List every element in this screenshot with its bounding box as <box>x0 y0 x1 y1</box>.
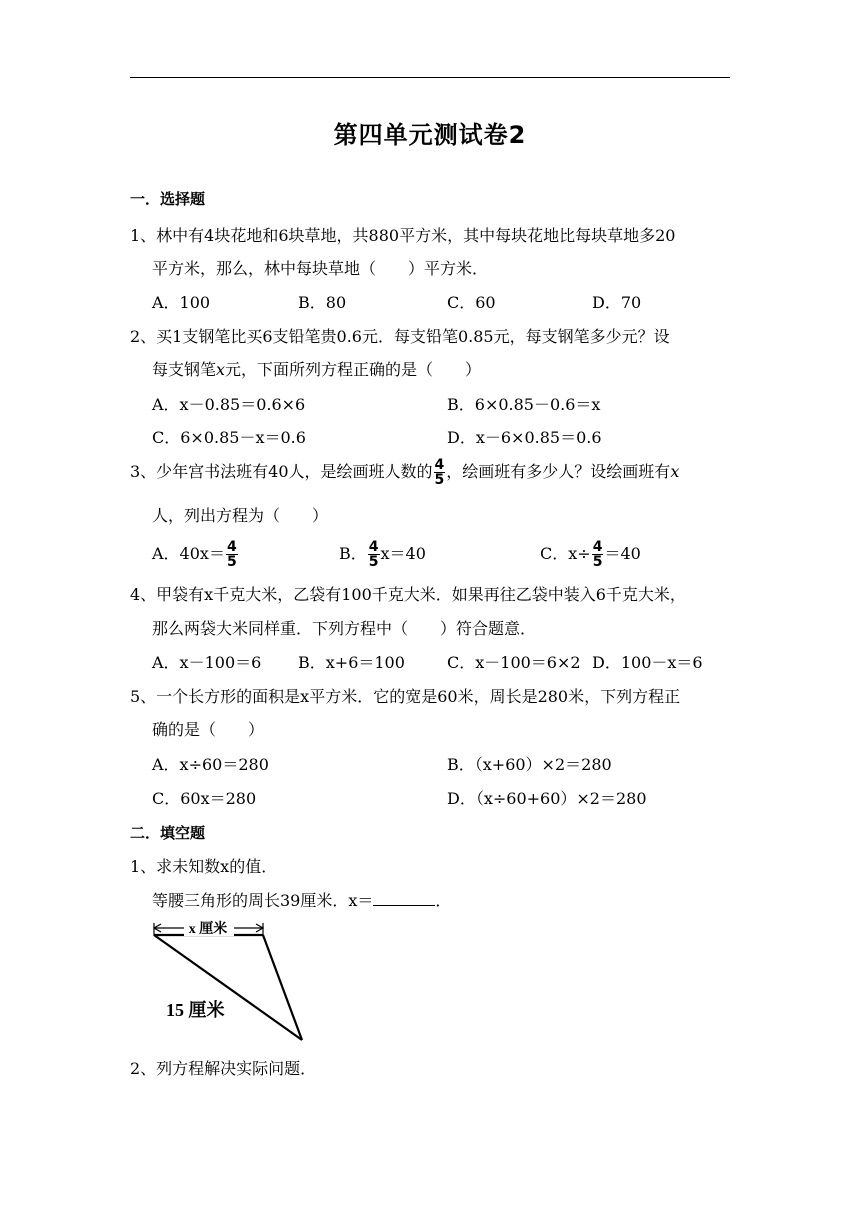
question-1-option-b: B．80 <box>298 293 347 312</box>
variable-x: x <box>216 360 226 379</box>
fill-question-2-line-1: 2、列方程解决实际问题． <box>130 1059 317 1078</box>
question-2-option-d: D．x－6×0.85＝0.6 <box>447 428 602 447</box>
question-3-option-a: A．40x＝ $\frac{4}{5}$ <box>152 539 237 570</box>
question-2-text-b: 元，下面所列方程正确的是（ ） <box>225 360 482 379</box>
question-4-option-b: B．x+6＝100 <box>298 653 405 672</box>
question-1-option-d: D．70 <box>592 293 642 312</box>
question-1-line-1: 1、林中有4块花地和6块草地，共880平方米，其中每块花地比每块草地多20 <box>130 226 676 245</box>
question-3-option-b: B． $\frac{4}{5}$ x＝40 <box>339 539 426 570</box>
fraction-four-fifths: $\frac{4}{5}$ <box>434 457 445 488</box>
answer-blank[interactable] <box>373 889 435 906</box>
fill-question-1-line-1: 1、求未知数x的值． <box>130 857 278 876</box>
question-2-line-1: 2、买1支钢笔比买6支铅笔贵0.6元．每支铅笔0.85元，每支钢笔多少元？设 <box>130 327 670 346</box>
question-5-option-a: A．x÷60＝280 <box>152 755 269 774</box>
isosceles-triangle-figure <box>150 920 310 1045</box>
question-5-line-1: 5、一个长方形的面积是x平方米．它的宽是60米，周长是280米，下列方程正 <box>130 687 681 706</box>
triangle-long-edge <box>154 935 302 1040</box>
question-5-option-c: C．60x＝280 <box>152 789 257 808</box>
question-3-text-a: 3、少年宫书法班有40人，是绘画班人数的 <box>130 462 433 481</box>
variable-x: x <box>670 462 680 481</box>
question-2-text-a: 每支钢笔 <box>152 360 217 379</box>
question-4-option-c: C．x－100＝6×2 <box>447 653 581 672</box>
question-2-option-c: C．6×0.85－x＝0.6 <box>152 428 306 447</box>
question-1-option-c: C．60 <box>447 293 496 312</box>
question-1-option-a: A．100 <box>152 293 211 312</box>
section-heading-choice: 一．选择题 <box>130 190 206 208</box>
question-2-line-2 <box>152 359 481 381</box>
question-4-line-2: 那么两袋大米同样重．下列方程中（ ）符合题意． <box>152 619 537 638</box>
question-2-option-b: B．6×0.85－0.6＝x <box>447 395 601 414</box>
side-label-15: 15 厘米 <box>166 1000 225 1020</box>
question-5-line-2: 确的是（ ） <box>152 720 265 739</box>
question-5-option-b: B．（x+60）×2＝280 <box>447 755 612 774</box>
page-title: 第四单元测试卷2 <box>333 121 527 149</box>
question-4-line-1: 4、甲袋有x千克大米，乙袋有100千克大米．如果再往乙袋中装入6千克大米， <box>130 585 686 604</box>
question-3-text-b: ，绘画班有多少人？设绘画班有 <box>446 462 671 481</box>
question-3-line-1 <box>130 458 679 487</box>
triangle-short-edge <box>263 935 302 1040</box>
question-4-option-a: A．x－100＝6 <box>152 653 262 672</box>
fill-question-1-line-2: 等腰三角形的周长39厘米．x＝ ． <box>152 891 452 910</box>
question-1-line-2: 平方米，那么，林中每块草地（ ）平方米． <box>152 259 489 278</box>
question-3-line-2: 人，列出方程为（ ） <box>152 506 329 525</box>
question-3-option-c: C．x÷ $\frac{4}{5}$ ＝40 <box>540 539 641 570</box>
question-5-option-d: D．（x÷60+60）×2＝280 <box>447 789 647 808</box>
section-heading-fill: 二．填空题 <box>130 824 206 842</box>
question-2-option-a: A．x－0.85＝0.6×6 <box>152 395 306 414</box>
dimension-label-x: x 厘米 <box>188 922 228 937</box>
question-4-option-d: D．100－x＝6 <box>592 653 703 672</box>
header-rule <box>130 77 730 78</box>
